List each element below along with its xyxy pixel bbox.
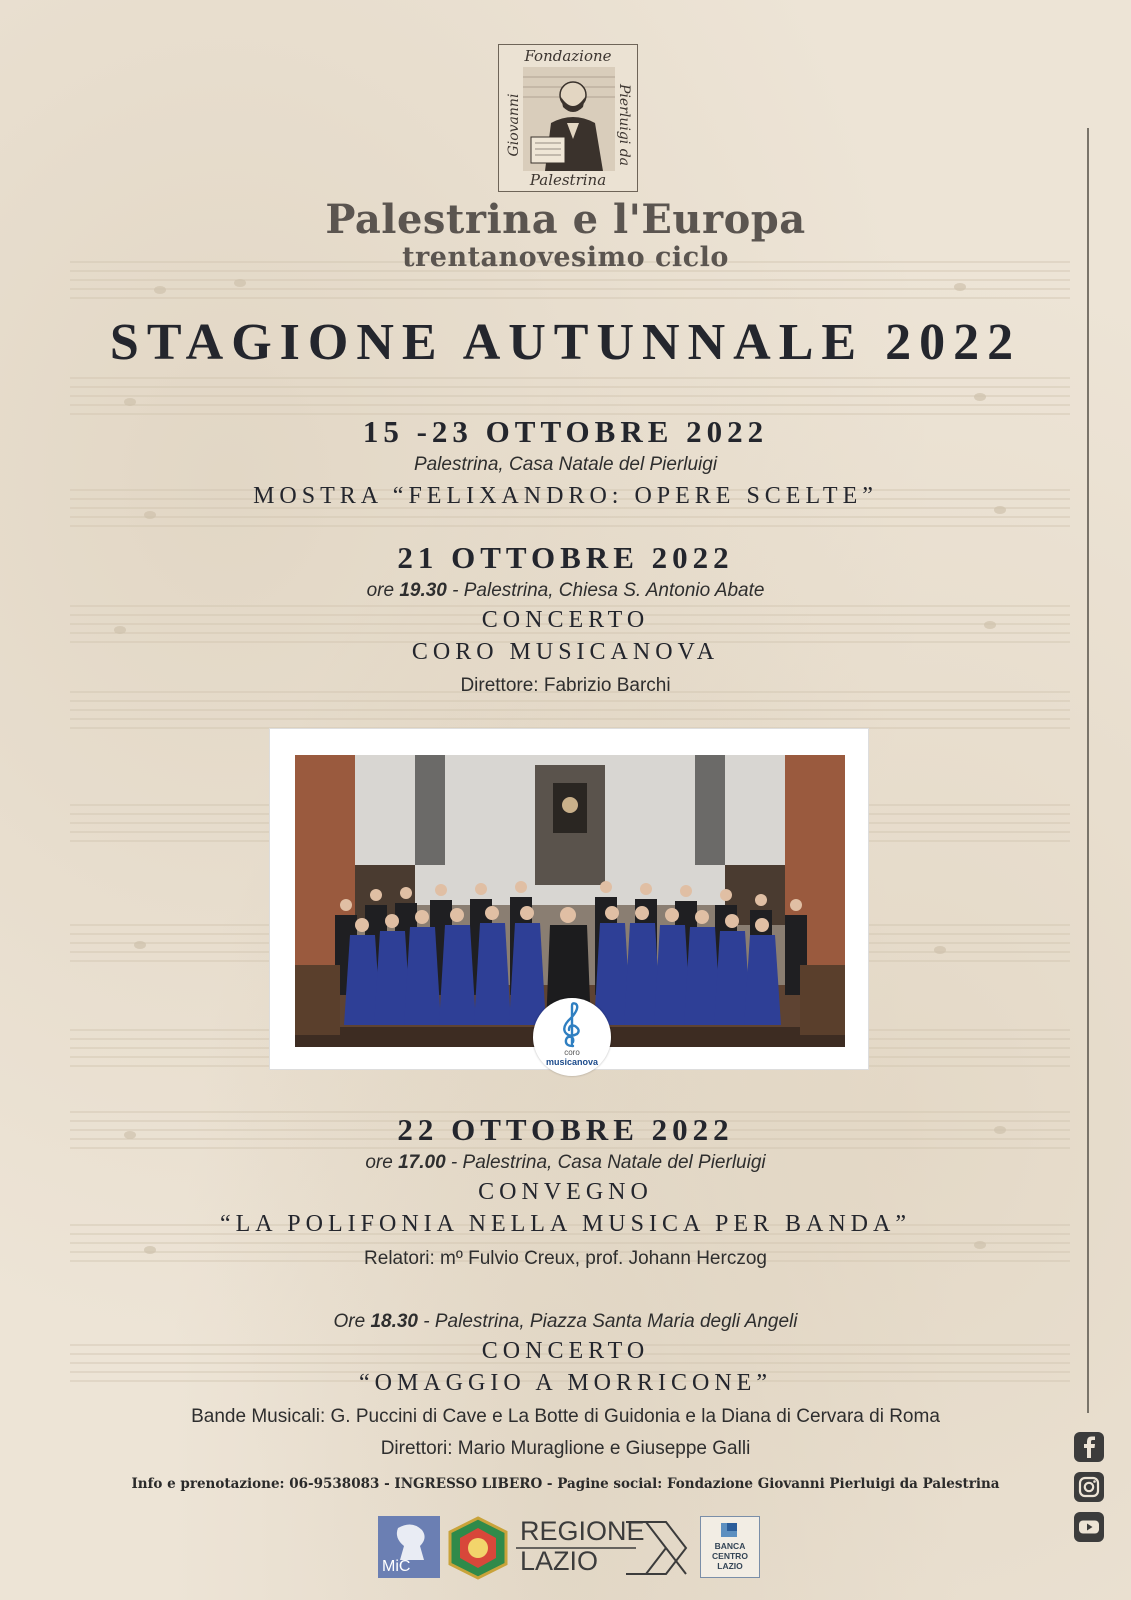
event4-type: CONCERTO <box>481 1338 650 1364</box>
composer-portrait <box>523 67 615 171</box>
event2-time-prefix: ore <box>366 580 400 601</box>
treble-clef-icon <box>557 1002 587 1048</box>
mic-text: MiC <box>382 1558 411 1575</box>
banca-line1: BANCA <box>714 1541 746 1551</box>
event2-director: Direttore: Fabrizio Barchi <box>460 675 671 696</box>
event2-type: CONCERTO <box>481 607 650 633</box>
event1-venue: Palestrina, Casa Natale del Pierluigi <box>413 454 718 475</box>
event1-title: MOSTRA “FELIXANDRO: OPERE SCELTE” <box>253 483 878 509</box>
event3-date: 22 OTTOBRE 2022 <box>397 1112 734 1147</box>
event4-time-prefix: Ore <box>333 1311 371 1332</box>
logo-text-top: Fondazione <box>524 47 612 65</box>
event4-title: “OMAGGIO A MORRICONE” <box>359 1370 772 1396</box>
event2-time: 19.30 <box>399 580 447 601</box>
mic-logo <box>378 1516 440 1578</box>
badge-text-coro: coro <box>564 1048 580 1057</box>
event4-venue-line <box>0 1311 1131 1333</box>
info-line: Info e prenotazione: 06-9538083 - INGRESSO LIBERO - Pagine social: Fondazione Giovanni Pierluigi da Palestrina <box>131 1476 1000 1492</box>
lazio-text: LAZIO <box>520 1546 599 1576</box>
banca-square-icon-dark <box>727 1523 737 1531</box>
event3-title: “LA POLIFONIA NELLA MUSICA PER BANDA” <box>219 1211 911 1237</box>
logo-text-right: Pierluigi da <box>616 83 632 167</box>
regione-lazio-logo <box>516 1516 694 1578</box>
logo-text-bottom: Palestrina <box>529 171 607 189</box>
event4-venue: - Palestrina, Piazza Santa Maria degli Angeli <box>418 1311 798 1332</box>
event2-title: CORO MUSICANOVA <box>411 639 720 665</box>
badge-text-musicanova: musicanova <box>545 1057 599 1067</box>
event4-directors: Direttori: Mario Muraglione e Giuseppe Galli <box>380 1438 751 1459</box>
season-title: STAGIONE AUTUNNALE 2022 <box>109 314 1022 371</box>
palestrina-crest-logo <box>446 1516 510 1580</box>
banca-line2: CENTRO <box>712 1551 748 1561</box>
regione-text: REGIONE <box>520 1516 645 1546</box>
event1-date: 15 -23 OTTOBRE 2022 <box>362 414 769 449</box>
foundation-logo <box>498 44 638 192</box>
coro-musicanova-badge <box>533 998 611 1076</box>
brand-subtitle: trentanovesimo ciclo <box>402 242 729 273</box>
event4-bands: Bande Musicali: G. Puccini di Cave e La Botte di Guidonia e la Diana di Cervara di Roma <box>191 1406 940 1427</box>
event3-type: CONVEGNO <box>478 1179 653 1205</box>
banca-text <box>701 1541 759 1571</box>
banca-centro-lazio-logo <box>700 1516 760 1578</box>
event3-venue: - Palestrina, Casa Natale del Pierluigi <box>445 1152 766 1173</box>
instagram-icon[interactable] <box>1074 1472 1104 1502</box>
event3-time: 17.00 <box>398 1152 446 1173</box>
logo-text-left: Giovanni <box>506 93 522 157</box>
brand-title: Palestrina e l'Europa <box>325 196 806 243</box>
event3-time-prefix: ore <box>365 1152 399 1173</box>
event2-venue-line <box>0 580 1131 602</box>
event2-date: 21 OTTOBRE 2022 <box>397 540 734 575</box>
event4-time: 18.30 <box>370 1311 418 1332</box>
banca-line3: LAZIO <box>717 1561 743 1571</box>
event2-venue: - Palestrina, Chiesa S. Antonio Abate <box>446 580 765 601</box>
event3-venue-line <box>0 1152 1131 1174</box>
event3-speakers: Relatori: mº Fulvio Creux, prof. Johann Herczog <box>364 1248 767 1269</box>
youtube-icon[interactable] <box>1074 1512 1104 1542</box>
facebook-icon[interactable] <box>1074 1432 1104 1462</box>
